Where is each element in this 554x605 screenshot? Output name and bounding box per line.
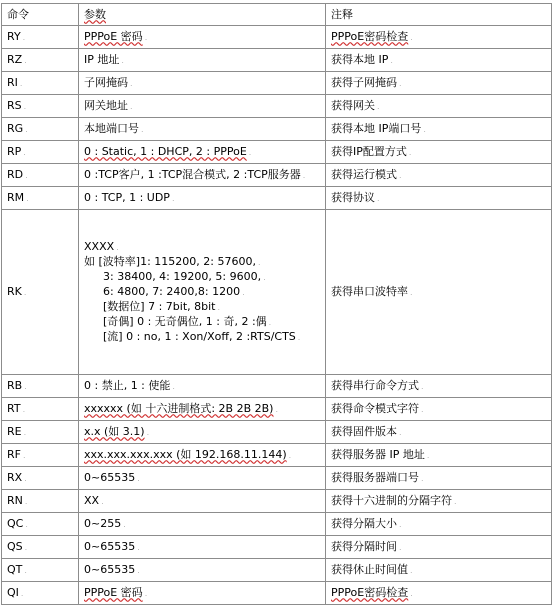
notes-cell: 获得运行模式 .: [326, 164, 552, 187]
table-row: [2, 49, 552, 72]
cmd-cell: RS .: [2, 95, 79, 118]
notes-cell: 获得协议 .: [326, 187, 552, 210]
rk-line: [奇偶] 0 : 无奇偶位, 1 : 奇, 2 :偶 .: [103, 314, 272, 328]
params-cell: 0 : TCP, 1 : UDP .: [79, 187, 326, 210]
params-cell: 0 : Static, 1 : DHCP, 2 : PPPoE .: [79, 141, 326, 164]
rk-line: 如 [波特率]1: 115200, 2: 57600, .: [84, 254, 261, 268]
cmd-cell: QT .: [2, 559, 79, 582]
cmd-cell: RT .: [2, 398, 79, 421]
command-table: [1, 3, 552, 605]
rk-line: 6: 4800, 7: 2400,8: 1200 .: [103, 284, 245, 298]
params-cell: XX .: [79, 490, 326, 513]
params-cell: IP 地址 .: [79, 49, 326, 72]
table-row: [2, 118, 552, 141]
table-row: [2, 187, 552, 210]
notes-cell: 获得分隔时间 .: [326, 536, 552, 559]
table-row: [2, 95, 552, 118]
table-row: [2, 164, 552, 187]
notes-cell: 获得IP配置方式 .: [326, 141, 552, 164]
header-row: [2, 4, 552, 26]
cmd-cell: RK .: [2, 210, 79, 375]
header-notes: 注释: [326, 4, 552, 26]
cmd-cell: QC .: [2, 513, 79, 536]
table-row: [2, 26, 552, 49]
notes-cell: 获得子网掩码 .: [326, 72, 552, 95]
cmd-cell: RY .: [2, 26, 79, 49]
rk-line: [流] 0 : no, 1 : Xon/Xoff, 2 :RTS/CTS .: [103, 329, 301, 343]
rk-line: 3: 38400, 4: 19200, 5: 9600, .: [103, 269, 266, 283]
table-row: [2, 141, 552, 164]
notes-cell: 获得命令模式字符 .: [326, 398, 552, 421]
cmd-cell: RD .: [2, 164, 79, 187]
notes-cell: 获得本地 IP端口号 .: [326, 118, 552, 141]
cmd-cell: RZ .: [2, 49, 79, 72]
table-row-rk: [2, 210, 552, 375]
notes-cell: 获得固件版本 .: [326, 421, 552, 444]
params-cell: 本地端口号 .: [79, 118, 326, 141]
table-row: [2, 444, 552, 467]
table-row: [2, 559, 552, 582]
params-cell: 网关地址 .: [79, 95, 326, 118]
params-cell: 0 : 禁止, 1 : 使能 .: [79, 375, 326, 398]
table-row: [2, 536, 552, 559]
params-cell: 0 :TCP客户, 1 :TCP混合模式, 2 :TCP服务器 .: [79, 164, 326, 187]
notes-cell: 获得本地 IP .: [326, 49, 552, 72]
params-cell: 0~65535 .: [79, 559, 326, 582]
cmd-cell: RI .: [2, 72, 79, 95]
cmd-cell: RG .: [2, 118, 79, 141]
params-cell: 0~65535 .: [79, 467, 326, 490]
params-cell: PPPoE 密码 .: [79, 26, 326, 49]
table-row: [2, 490, 552, 513]
header-params: 参数: [79, 4, 326, 26]
params-cell: 0~65535 .: [79, 536, 326, 559]
notes-cell: 获得服务器端口号 .: [326, 467, 552, 490]
notes-cell: 获得串行命令方式 .: [326, 375, 552, 398]
notes-cell: PPPoE密码检查 .: [326, 582, 552, 605]
table-row: [2, 421, 552, 444]
notes-cell: 获得串口波特率 .: [326, 210, 552, 375]
params-cell: [79, 210, 326, 375]
cmd-cell: QI .: [2, 582, 79, 605]
cmd-cell: RN .: [2, 490, 79, 513]
table-row: [2, 582, 552, 605]
cmd-cell: QS .: [2, 536, 79, 559]
table-row: [2, 72, 552, 95]
notes-cell: PPPoE密码检查 .: [326, 26, 552, 49]
params-cell: 0~255 .: [79, 513, 326, 536]
table-row: [2, 513, 552, 536]
cmd-cell: RF .: [2, 444, 79, 467]
table-row: [2, 398, 552, 421]
cmd-cell: RE .: [2, 421, 79, 444]
cmd-cell: RP .: [2, 141, 79, 164]
header-cmd: 命令: [2, 4, 79, 26]
table-row: [2, 375, 552, 398]
params-cell: xxx.xxx.xxx.xxx (如 192.168.11.144) .: [79, 444, 326, 467]
notes-cell: 获得分隔大小 .: [326, 513, 552, 536]
params-cell: x.x (如 3.1) .: [79, 421, 326, 444]
rk-line: XXXX .: [84, 239, 119, 253]
notes-cell: 获得休止时间值 .: [326, 559, 552, 582]
cmd-cell: RM .: [2, 187, 79, 210]
notes-cell: 获得网关 .: [326, 95, 552, 118]
params-cell: xxxxxx (如 十六进制格式: 2B 2B 2B) .: [79, 398, 326, 421]
notes-cell: 获得服务器 IP 地址 .: [326, 444, 552, 467]
notes-cell: 获得十六进制的分隔字符 .: [326, 490, 552, 513]
cmd-cell: RB .: [2, 375, 79, 398]
cmd-cell: RX .: [2, 467, 79, 490]
table-row: [2, 467, 552, 490]
params-cell: PPPoE 密码 .: [79, 582, 326, 605]
rk-line: [数据位] 7 : 7bit, 8bit .: [103, 299, 221, 313]
params-cell: 子网掩码 .: [79, 72, 326, 95]
